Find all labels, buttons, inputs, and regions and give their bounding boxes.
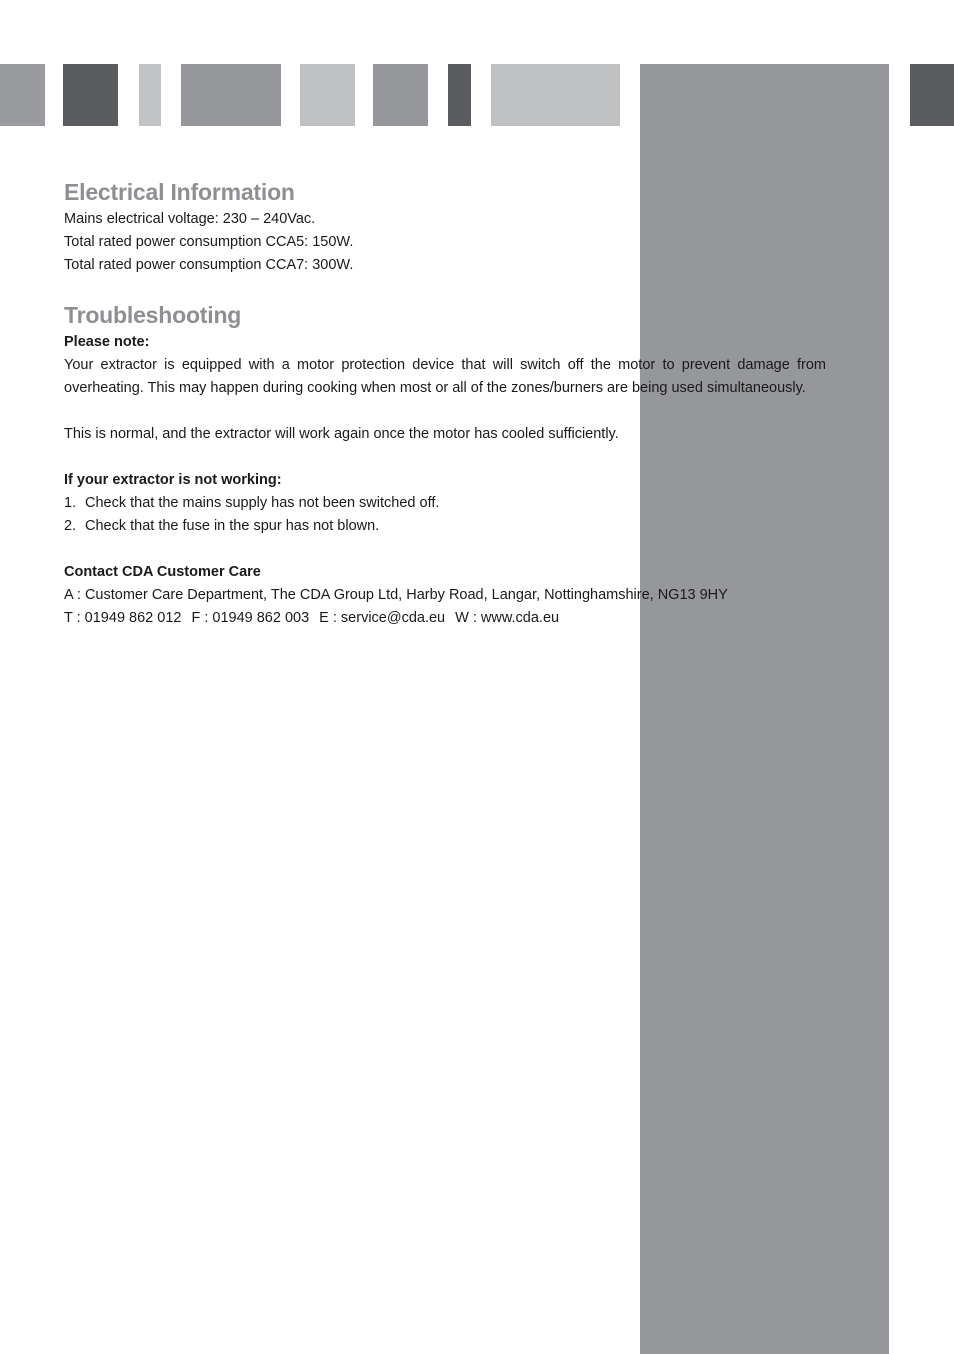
steps-list	[64, 492, 826, 538]
header-block	[491, 64, 620, 126]
electrical-section	[64, 176, 826, 277]
contact-details	[64, 607, 826, 630]
contact-email[interactable]: E : service@cda.eu	[319, 610, 446, 626]
voltage-line: Mains electrical voltage: 230 – 240Vac.	[64, 211, 316, 227]
header-block	[373, 64, 428, 126]
contact-phone: T : 01949 862 012	[64, 610, 182, 626]
header-block	[300, 64, 355, 126]
header-block	[0, 64, 45, 126]
troubleshooting-heading: Troubleshooting	[64, 302, 242, 328]
normal-paragraph: This is normal, and the extractor will work again once the motor has cooled sufficiently.	[64, 426, 619, 442]
motor-protection-paragraph: Your extractor is equipped with a motor protection device that will switch off the motor to prevent damage from overheating. This may happen during cooking when most or all of the zones/burners are being used simultaneously.	[64, 357, 826, 396]
list-item	[64, 492, 826, 515]
contact-address: A : Customer Care Department, The CDA Group Ltd, Harby Road, Langar, Nottinghamshire, NG13 9HY	[64, 587, 728, 603]
contact-heading: Contact CDA Customer Care	[64, 564, 261, 580]
step-text: Check that the mains supply has not been switched off.	[85, 495, 440, 511]
contact-web[interactable]: W : www.cda.eu	[455, 610, 560, 626]
header-block	[181, 64, 281, 126]
troubleshooting-section	[64, 299, 826, 630]
list-item	[64, 515, 826, 538]
contact-fax: F : 01949 862 003	[191, 610, 310, 626]
power-cca7-line: Total rated power consumption CCA7: 300W.	[64, 257, 354, 273]
page-content	[64, 176, 826, 630]
step-number: 1.	[64, 495, 77, 511]
electrical-heading: Electrical Information	[64, 179, 295, 205]
not-working-label: If your extractor is not working:	[64, 472, 282, 488]
header-block	[910, 64, 954, 126]
header-block	[448, 64, 471, 126]
power-cca5-line: Total rated power consumption CCA5: 150W.	[64, 234, 354, 250]
please-note-label: Please note:	[64, 334, 150, 350]
header-block	[139, 64, 161, 126]
header-block	[63, 64, 118, 126]
step-number: 2.	[64, 518, 77, 534]
step-text: Check that the fuse in the spur has not blown.	[85, 518, 380, 534]
